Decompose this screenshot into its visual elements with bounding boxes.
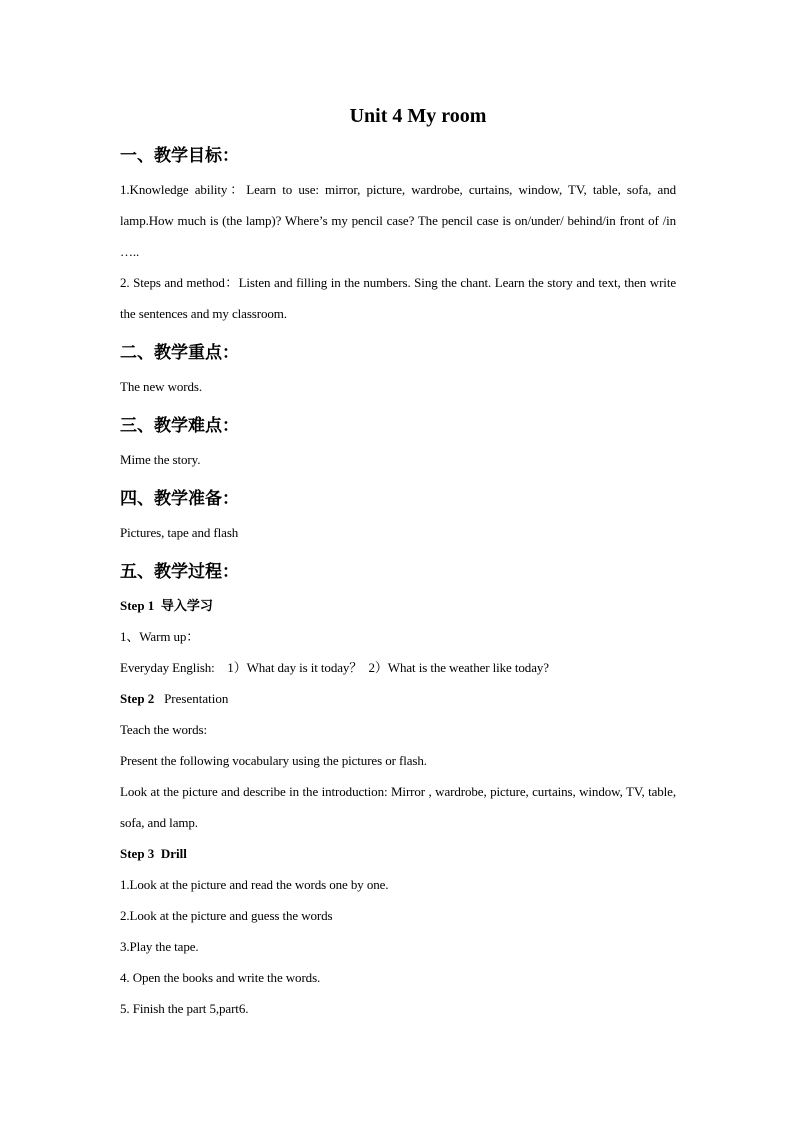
step-3-title: Drill [160,846,187,861]
paragraph-look-describe: Look at the picture and describe in the introduction: Mirror , wardrobe, picture, curtains, window, TV, table, sofa, and lamp. [120,784,676,830]
step-1-line [120,590,676,621]
section-heading-objectives: 一、教学目标： [120,146,239,166]
document-content [120,100,676,1024]
paragraph-key-points: The new words. [120,379,202,394]
paragraph-steps-method: 2. Steps and method：Listen and filling in the numbers. Sing the chant. Learn the story and text, then write the sentences and my classroom. [120,275,676,321]
step-2-label: Step 2 [120,691,155,706]
paragraph-preparation: Pictures, tape and flash [120,525,239,540]
step-1-title: 导入学习 [160,598,213,613]
step-3-line [120,838,676,869]
section-heading-difficulties: 三、教学难点： [120,416,239,436]
drill-item-3: 3.Play the tape. [120,939,199,954]
drill-item-2: 2.Look at the picture and guess the words [120,908,333,923]
drill-item-4: 4. Open the books and write the words. [120,970,321,985]
section-heading-procedure: 五、教学过程： [120,562,239,582]
paragraph-knowledge-ability: 1.Knowledge ability：Learn to use: mirror, picture, wardrobe, curtains, window, TV, table, sofa, and lamp.How much is (the lamp)? Where’s my pencil case? The pencil case is on/under/ behind/in front of /in ….. [120,182,676,259]
paragraph-difficulties: Mime the story. [120,452,201,467]
document-title: Unit 4 My room [349,105,487,127]
section-heading-preparation: 四、教学准备： [120,489,239,509]
step-1-label: Step 1 [120,598,155,613]
paragraph-teach-words: Teach the words: [120,722,208,737]
step-2-line [120,683,676,714]
drill-item-1: 1.Look at the picture and read the words one by one. [120,877,389,892]
paragraph-present-vocabulary: Present the following vocabulary using the pictures or flash. [120,753,427,768]
paragraph-warm-up: 1、Warm up： [120,629,200,644]
step-3-label: Step 3 [120,846,155,861]
section-heading-key-points: 二、教学重点： [120,343,239,363]
step-2-title: Presentation [164,691,229,706]
paragraph-everyday-english: Everyday English: 1）What day is it today？ 2）What is the weather like today? [120,660,549,675]
drill-item-5: 5. Finish the part 5,part6. [120,1001,249,1016]
